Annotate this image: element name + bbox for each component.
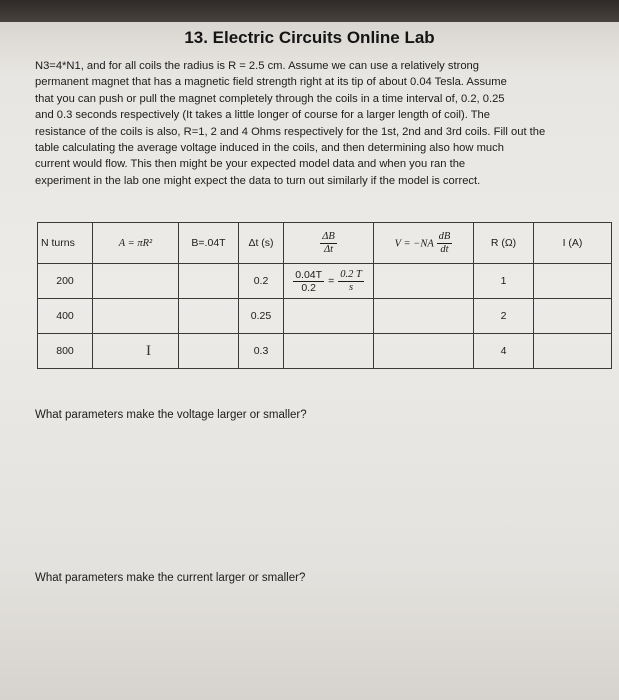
paragraph-line: that you can push or pull the magnet completely through the coils in a time interval of, 0.2, 0.25 bbox=[35, 92, 505, 105]
header-n-turns: N turns bbox=[38, 223, 93, 264]
cell-db-dt[interactable] bbox=[284, 299, 374, 334]
table-row bbox=[38, 299, 612, 334]
cell-dt: 0.2 bbox=[239, 264, 284, 299]
header-voltage-denominator: dt bbox=[440, 243, 449, 255]
paragraph-line: table calculating the average voltage induced in the coils, and then determining also how much bbox=[35, 142, 504, 155]
cell-n: 800 bbox=[38, 334, 93, 369]
cell-resistance: 2 bbox=[474, 299, 534, 334]
paragraph-line: and 0.3 seconds respectively (It takes a little longer of course for a larger length of coil). The bbox=[35, 109, 490, 122]
cell-area[interactable] bbox=[93, 264, 179, 299]
header-area: A = πR² bbox=[93, 223, 179, 264]
cell-current[interactable] bbox=[534, 264, 612, 299]
cell-current[interactable] bbox=[534, 299, 612, 334]
header-voltage bbox=[374, 223, 474, 264]
cell-dt: 0.25 bbox=[239, 299, 284, 334]
table-header-row bbox=[38, 223, 612, 264]
cell-resistance: 1 bbox=[474, 264, 534, 299]
paragraph-line: current would flow. This then might be your expected model data and when you ran the bbox=[35, 158, 466, 171]
question-voltage: What parameters make the voltage larger or smaller? bbox=[35, 409, 307, 421]
header-b-field: B=.04T bbox=[179, 223, 239, 264]
header-db-denominator: Δt bbox=[323, 243, 334, 255]
question-current: What parameters make the current larger or smaller? bbox=[35, 572, 306, 584]
header-db-numerator: ΔB bbox=[322, 230, 335, 242]
instructions-paragraph bbox=[35, 58, 595, 189]
cell-n: 400 bbox=[38, 299, 93, 334]
calc-equals: = bbox=[328, 275, 335, 287]
cell-voltage[interactable] bbox=[374, 334, 474, 369]
header-delta-b-over-delta-t bbox=[284, 223, 374, 264]
calc-denominator-1: 0.2 bbox=[301, 281, 316, 294]
cell-db-dt[interactable] bbox=[284, 334, 374, 369]
header-current: I (A) bbox=[534, 223, 612, 264]
paragraph-line: permanent magnet that has a magnetic field strength right at its tip of about 0.04 Tesla. Assume bbox=[35, 76, 507, 89]
handwritten-calc bbox=[287, 269, 370, 294]
paragraph-line: N3=4*N1, and for all coils the radius is R = 2.5 cm. Assume we can use a relatively strong bbox=[35, 60, 479, 72]
cell-voltage[interactable] bbox=[374, 264, 474, 299]
header-delta-t: Δt (s) bbox=[239, 223, 284, 264]
cell-b[interactable] bbox=[179, 299, 239, 334]
table-row bbox=[38, 264, 612, 299]
calc-denominator-2: s bbox=[348, 281, 354, 293]
cell-area[interactable] bbox=[93, 299, 179, 334]
cell-current[interactable] bbox=[534, 334, 612, 369]
data-table bbox=[37, 222, 612, 369]
paragraph-line: resistance of the coils is also, R=1, 2 and 4 Ohms respectively for the 1st, 2nd and 3rd coils. Fill out the bbox=[35, 125, 546, 138]
text-cursor-icon: I bbox=[146, 342, 151, 359]
cell-n: 200 bbox=[38, 264, 93, 299]
cell-resistance: 4 bbox=[474, 334, 534, 369]
cell-voltage[interactable] bbox=[374, 299, 474, 334]
calc-numerator-2: 0.2 T bbox=[340, 268, 362, 280]
calc-numerator-1: 0.04T bbox=[295, 268, 323, 281]
header-resistance: R (Ω) bbox=[474, 223, 534, 264]
header-voltage-numerator: dB bbox=[438, 230, 451, 242]
cell-area[interactable] bbox=[93, 334, 179, 369]
cell-db-dt[interactable] bbox=[284, 264, 374, 299]
cell-b[interactable] bbox=[179, 334, 239, 369]
cell-dt: 0.3 bbox=[239, 334, 284, 369]
paragraph-line: experiment in the lab one might expect the data to turn out similarly if the model is correct. bbox=[35, 174, 481, 187]
table-row bbox=[38, 334, 612, 369]
cell-b[interactable] bbox=[179, 264, 239, 299]
header-voltage-prefix: V = −NA bbox=[394, 237, 434, 249]
page-title: 13. Electric Circuits Online Lab bbox=[184, 28, 435, 47]
